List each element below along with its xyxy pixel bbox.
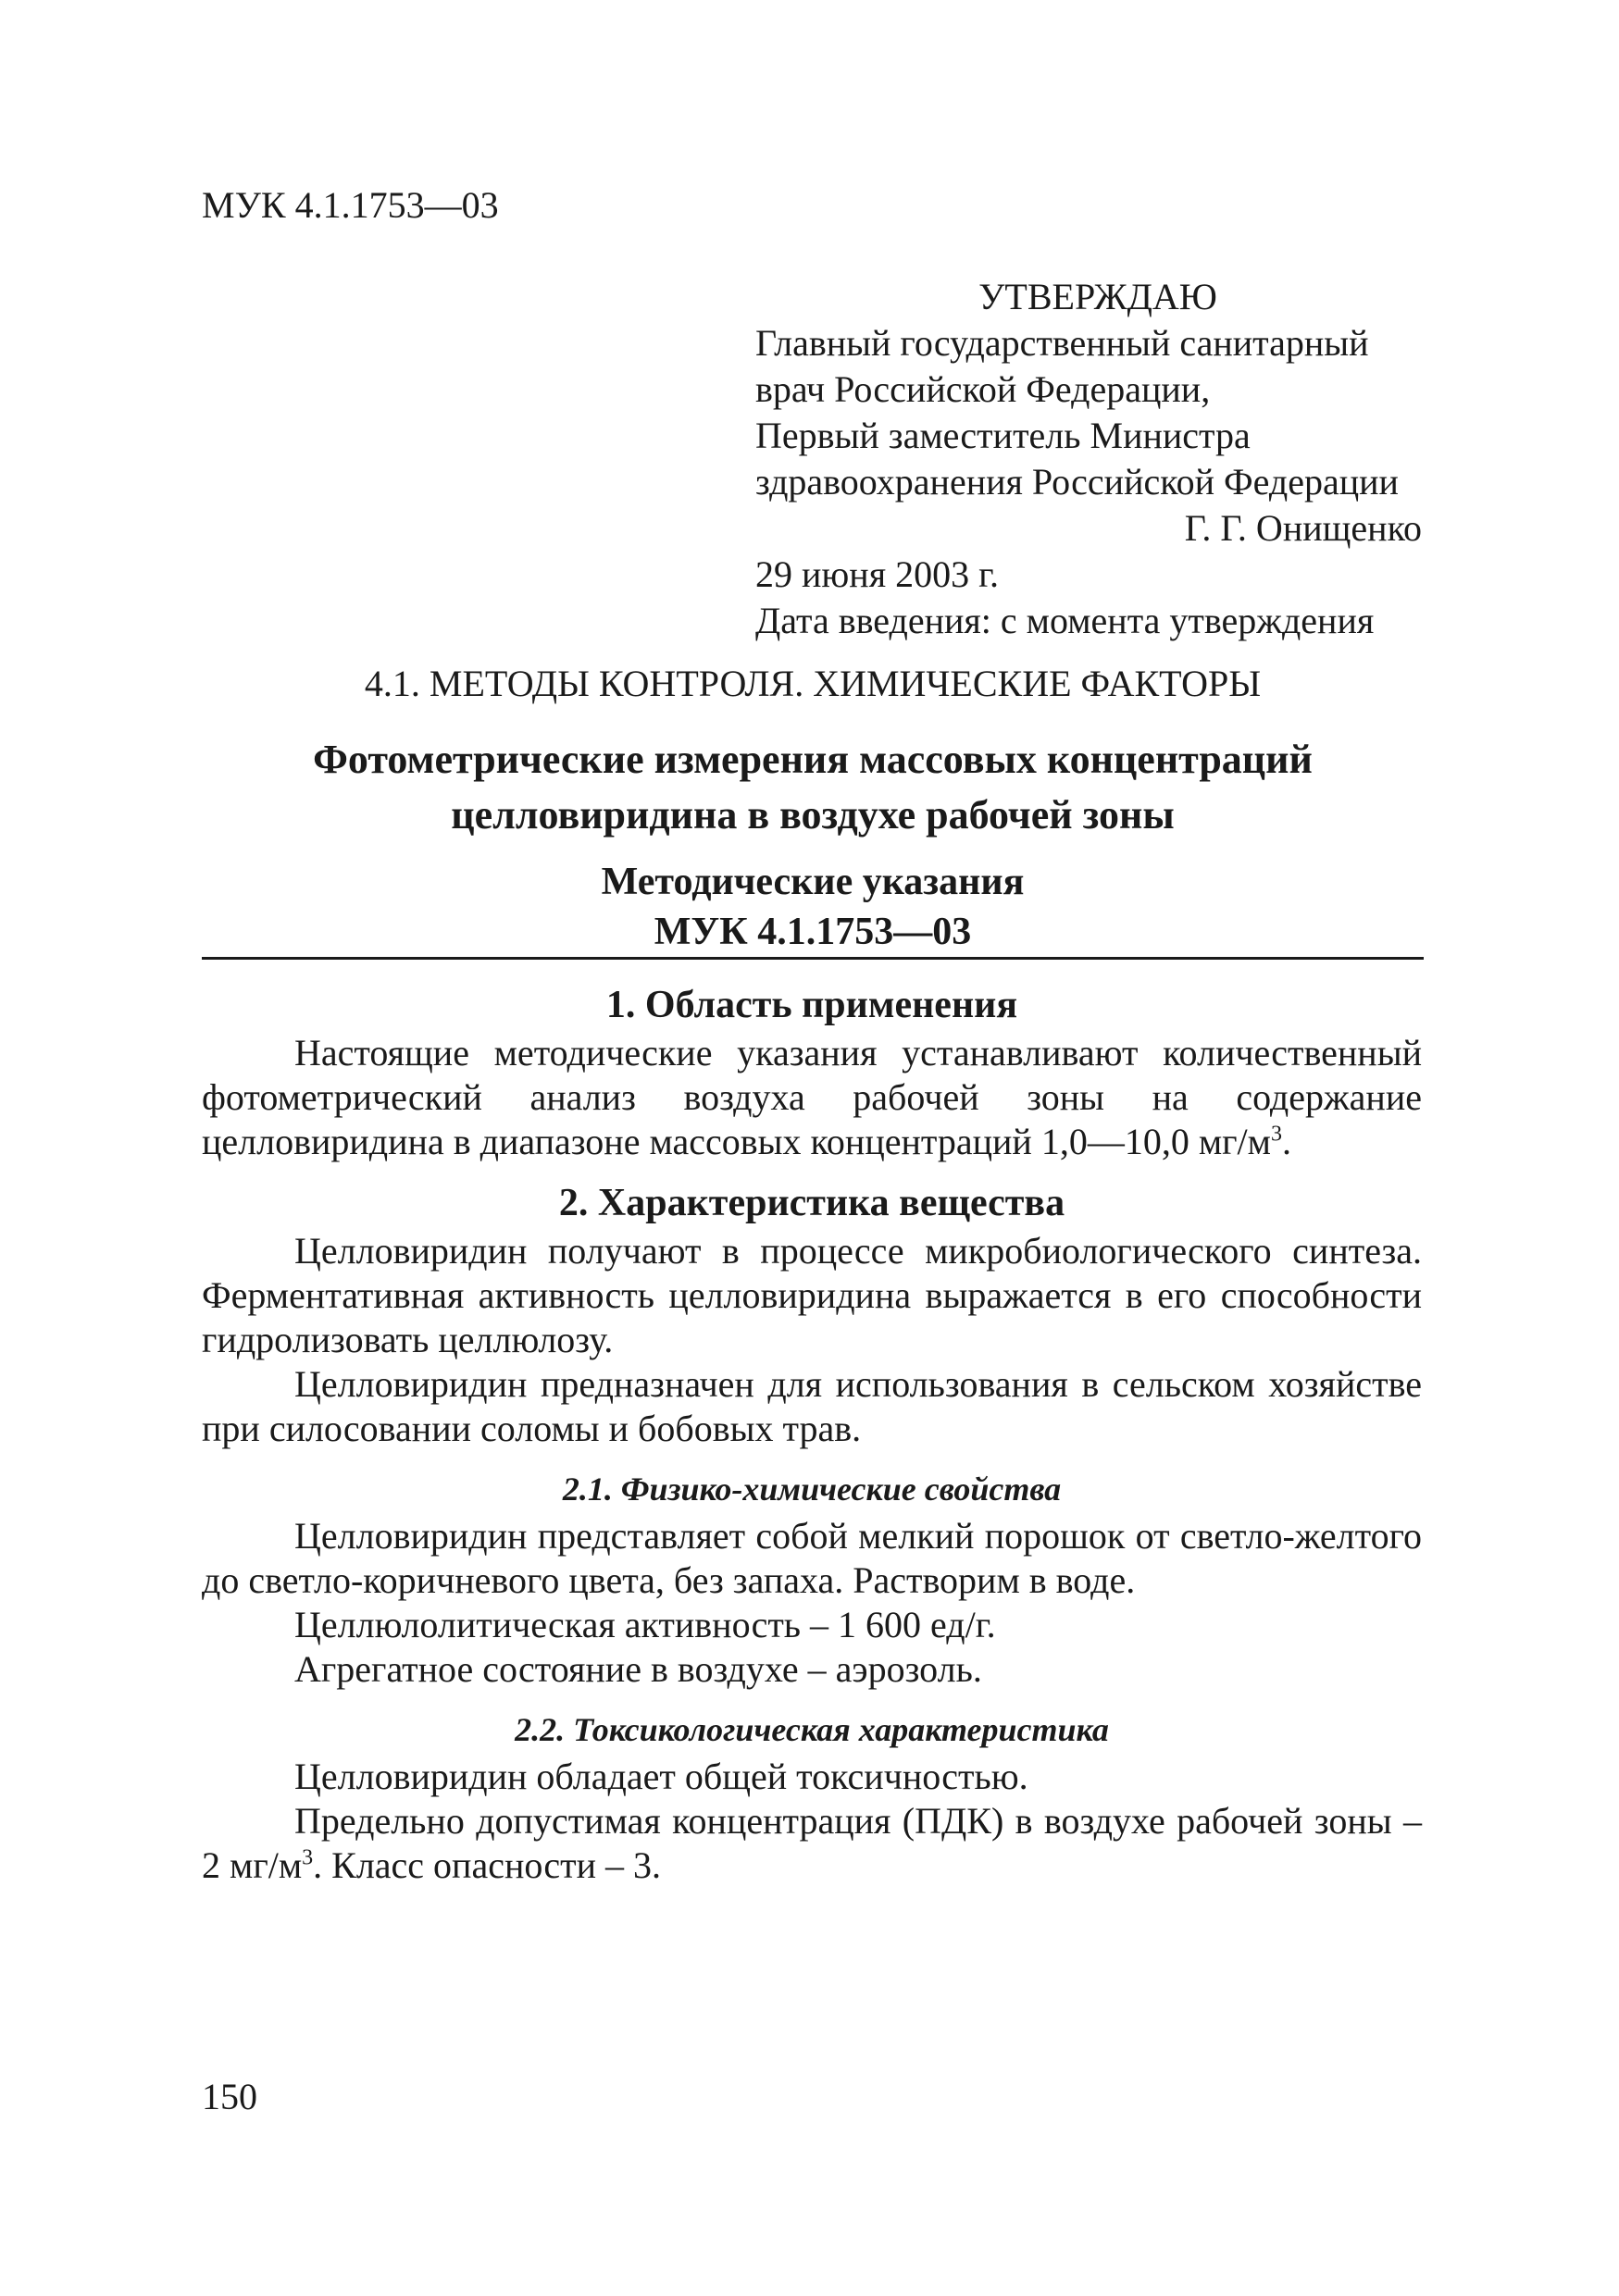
section-2-2-superscript: 3 <box>302 1845 314 1870</box>
section-2-2-paragraph-2 <box>202 1799 1422 1888</box>
approval-signatory: Г. Г. Онищенко <box>1184 507 1422 549</box>
section-1-paragraph <box>202 1031 1422 1164</box>
document-subtitle-line-1: Методические указания <box>601 861 1025 903</box>
approval-line-4: здравоохранения Российской Федерации <box>755 461 1399 503</box>
document-title <box>202 732 1424 843</box>
approval-effective-date: Дата введения: с момента утверждения <box>755 600 1375 641</box>
section-1-paragraph-text: Настоящие методические указания устанавливают количественный фотометрический анализ воздуха рабочей зоны на содержание целловиридина в диапазоне массовых концентраций 1,0—10,0 мг/м <box>202 1032 1422 1162</box>
page-number: 150 <box>202 2076 257 2117</box>
section-2-1-paragraph-3: Агрегатное состояние в воздухе – аэрозоль. <box>294 1648 982 1690</box>
section-1-paragraph-end: . <box>1281 1121 1291 1162</box>
section-2-paragraph-1: Целловиридин получают в процессе микробиологического синтеза. Ферментативная активность целловиридина выражается в его способности гидролизовать целлюлозу. <box>202 1230 1422 1360</box>
section-2-1-paragraph-1: Целловиридин представляет собой мелкий порошок от светло-желтого до светло-коричневого цвета, без запаха. Растворим в воде. <box>202 1515 1422 1601</box>
approval-date: 29 июня 2003 г. <box>755 553 999 595</box>
document-title-line-1: Фотометрические измерения массовых концентраций <box>313 737 1313 782</box>
section-1-heading: 1. Область применения <box>605 984 1018 1026</box>
approval-line-3: Первый заместитель Министра <box>755 415 1251 456</box>
approval-line-2: врач Российской Федерации, <box>755 368 1211 410</box>
section-2-1-heading: 2.1. Физико-химические свойства <box>562 1471 1062 1508</box>
section-2-paragraph-2: Целловиридин предназначен для использования в сельском хозяйстве при силосовании соломы и бобовых трав. <box>202 1363 1422 1449</box>
section-2-2-paragraph-2-text: Предельно допустимая концентрация (ПДК) в воздухе рабочей зоны – 2 мг/м <box>202 1800 1422 1886</box>
document-subtitle-line-2: МУК 4.1.1753—03 <box>654 911 972 953</box>
document-body <box>202 979 1422 1888</box>
document-subtitle <box>202 857 1424 957</box>
section-1-superscript: 3 <box>1270 1122 1282 1147</box>
title-divider <box>202 957 1424 960</box>
section-2-heading: 2. Характеристика вещества <box>558 1182 1065 1224</box>
section-2-2-paragraph-2-end: . Класс опасности – 3. <box>313 1844 662 1886</box>
approval-line-1: Главный государственный санитарный <box>755 322 1369 364</box>
section-2-2-heading: 2.2. Токсикологическая характеристика <box>515 1711 1109 1748</box>
category-heading: 4.1. МЕТОДЫ КОНТРОЛЯ. ХИМИЧЕСКИЕ ФАКТОРЫ <box>364 663 1262 704</box>
document-code-header: МУК 4.1.1753—03 <box>202 184 499 226</box>
section-2-1-paragraph-2: Целлюлолитическая активность – 1 600 ед/г. <box>294 1604 996 1645</box>
section-2-2-paragraph-1: Целловиридин обладает общей токсичностью. <box>294 1756 1028 1797</box>
approval-block <box>755 274 1422 644</box>
document-title-line-2: целловиридина в воздухе рабочей зоны <box>451 792 1175 838</box>
approval-heading: УТВЕРЖДАЮ <box>978 276 1217 317</box>
